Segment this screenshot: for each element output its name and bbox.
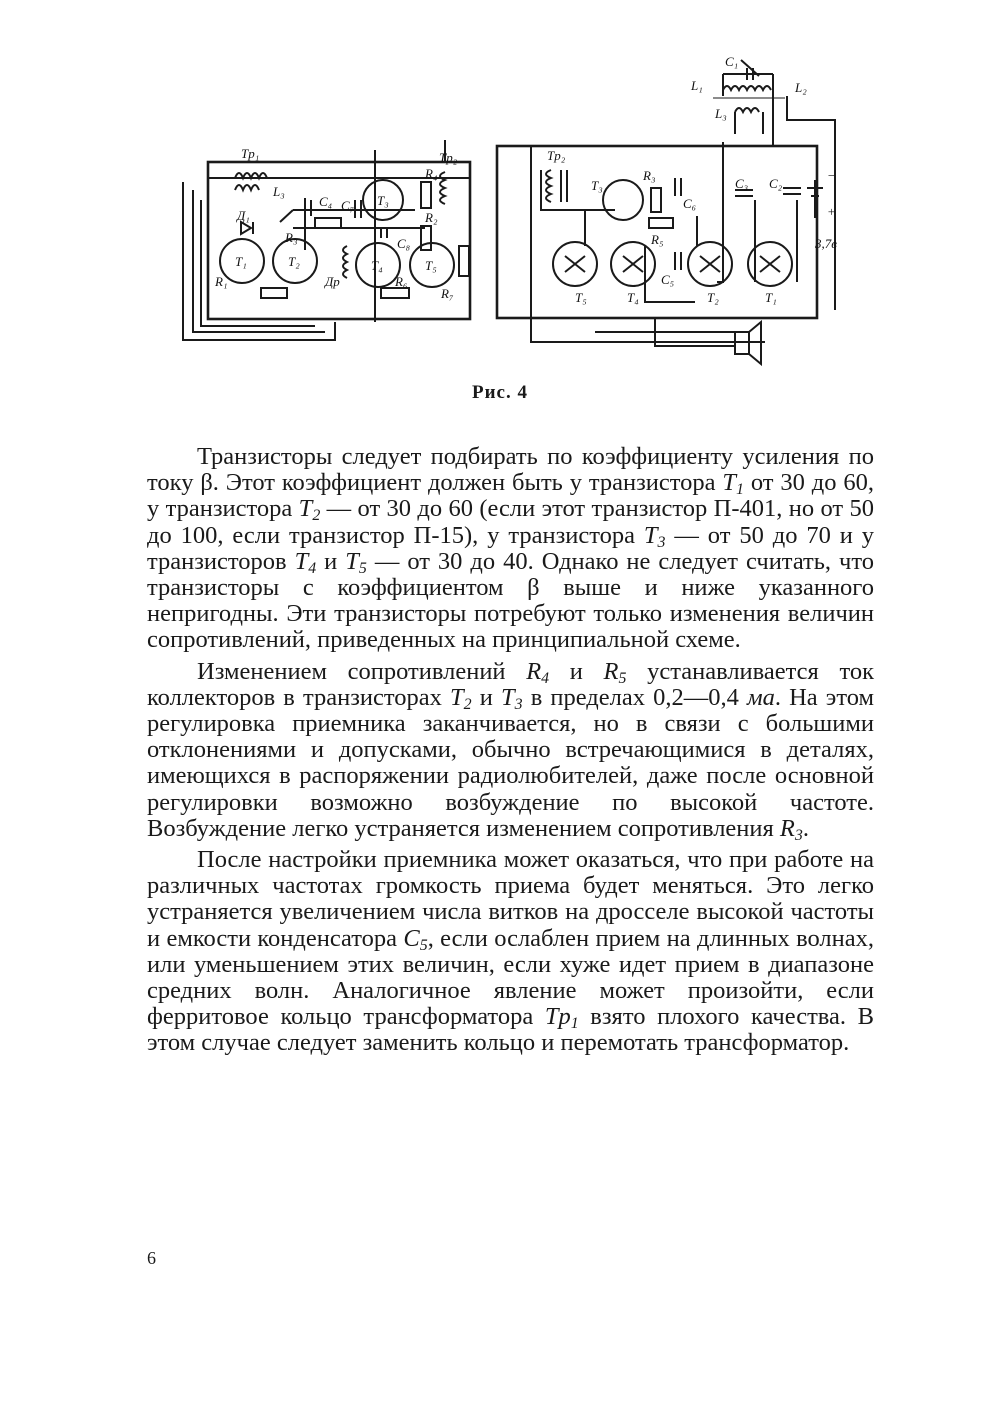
variable-symbol: $T_2$ bbox=[298, 495, 321, 525]
body-text bbox=[147, 444, 874, 1062]
label-tp1: Tp₁ bbox=[241, 146, 260, 161]
label-t2-right: T₂ bbox=[707, 290, 719, 305]
paragraph-2: Изменением сопротивлений $R_4$ и $R_5$ устанавливается ток коллекторов в транзисторах $T_2$ и $T_3$ в пределах 0,2—0,4 ма. На этом регулировка приемника заканчивается, но в связи с большими отклонениями и допусками, обычно встречающимися в деталях, имеющихся в распоряжении радиолюбителей, даже после основной регулировки возможно возбуждение по высокой частоте. Возбуждение легко устраняется изменением сопротивления $R_3$. bbox=[147, 657, 874, 844]
label-l2: L₂ bbox=[795, 80, 807, 95]
label-t3: T₃ bbox=[377, 193, 389, 208]
label-r3-right: R₃ bbox=[643, 168, 656, 183]
label-c5: C₅ bbox=[661, 272, 675, 287]
variable-symbol: $T_4$ bbox=[294, 547, 317, 577]
label-plus: + bbox=[827, 204, 836, 219]
label-r6: R₆ bbox=[395, 274, 408, 289]
label-t2: T₂ bbox=[288, 254, 300, 269]
label-dr: Др bbox=[325, 274, 340, 289]
label-c2: C₂ bbox=[769, 176, 783, 191]
label-t5-right: T₅ bbox=[575, 290, 587, 305]
label-l3: L₃ bbox=[273, 184, 285, 199]
figure-circuit-diagrams bbox=[175, 50, 855, 390]
circuit-svg bbox=[175, 50, 855, 390]
label-r4: R₄ bbox=[425, 166, 438, 181]
variable-symbol: $Tp_1$ bbox=[544, 1003, 579, 1033]
variable-symbol: $T_2$ bbox=[450, 683, 472, 713]
variable-symbol: $T_3$ bbox=[643, 521, 666, 551]
label-r2: R₂ bbox=[425, 210, 438, 225]
variable-symbol: $T_5$ bbox=[345, 547, 367, 577]
label-t1: T₁ bbox=[235, 254, 247, 269]
label-d1: Д₁ bbox=[237, 208, 250, 223]
paragraph-3: После настройки приемника может оказаться, что при работе на различных частотах громкость приема будет меняться. Это легко устраняется увеличением числа витков на дросселе высокой частоты и емкости конденсатора $C_5$, если ослаблен прием на длинных волнах, или уменьшением этих величин, если хуже идет прием в диапазоне средних волн. Аналогичное явление может произойти, если ферритовое кольцо трансформатора $Tp_1$ взято плохого качества. В этом случае следует заменить кольцо и перемотать трансформатор. bbox=[147, 846, 874, 1057]
variable-symbol: $R_3$ bbox=[779, 814, 803, 844]
label-r5: R₅ bbox=[651, 232, 664, 247]
paragraph-1: Транзисторы следует подбирать по коэффициенту усиления по току β. Этот коэффициент должен быть у транзистора $T_1$ от 30 до 60, у транзистора $T_2$ — от 30 до 60 (если этот транзистор П-401, но от 50 до 100, если транзистор П-15), у транзистора $T_3$ — от 50 до 70 и у транзисторов $T_4$ и $T_5$ — от 30 до 40. Однако не следует считать, что транзисторы с коэффициентом β выше и ниже указанного непригодны. Эти транзисторы потребуют только изменения величин сопротивлений, приведенных на принципиальной схеме. bbox=[147, 443, 874, 654]
variable-symbol: $T_3$ bbox=[500, 683, 523, 713]
variable-symbol: $C_5$ bbox=[403, 924, 428, 954]
label-c7: C₇ bbox=[341, 198, 355, 213]
label-l1: L₁ bbox=[691, 78, 703, 93]
label-minus: − bbox=[827, 168, 836, 183]
variable-symbol: $R_5$ bbox=[603, 657, 627, 687]
label-c8: C₈ bbox=[397, 236, 411, 251]
schematic-diagram bbox=[497, 60, 835, 364]
label-c1: C₁ bbox=[725, 54, 739, 69]
label-t4-right: T₄ bbox=[627, 290, 639, 305]
figure-caption: Рис. 4 bbox=[472, 382, 528, 403]
label-t1-right: T₁ bbox=[765, 290, 777, 305]
label-tp2-right: Tp₂ bbox=[547, 148, 566, 163]
variable-symbol: $R_4$ bbox=[526, 657, 550, 687]
label-r1: R₁ bbox=[215, 274, 228, 289]
label-t3-right: T₃ bbox=[591, 178, 603, 193]
label-c6: C₆ bbox=[683, 196, 697, 211]
label-c3: C₃ bbox=[735, 176, 749, 191]
page-number: 6 bbox=[147, 1248, 156, 1268]
variable-symbol: ма bbox=[746, 683, 775, 711]
label-t5: T₅ bbox=[425, 258, 437, 273]
variable-symbol: $T_1$ bbox=[722, 469, 744, 499]
label-r3: R₃ bbox=[285, 230, 298, 245]
label-voltage: 3,7в bbox=[815, 236, 837, 251]
label-c4: C₄ bbox=[319, 194, 333, 209]
label-t4: T₄ bbox=[371, 258, 383, 273]
label-tp2: Tp₂ bbox=[439, 150, 458, 165]
label-l3-right: L₃ bbox=[715, 106, 727, 121]
label-r7: R₇ bbox=[441, 286, 454, 301]
